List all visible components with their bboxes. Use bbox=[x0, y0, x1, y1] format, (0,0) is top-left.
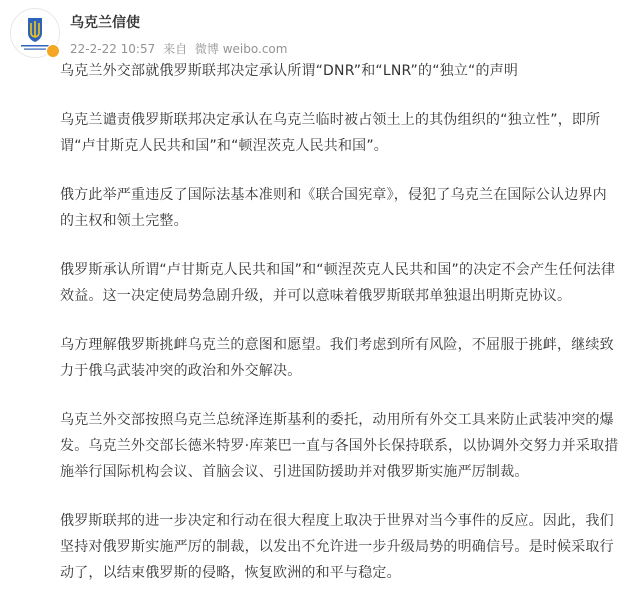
post-paragraph: 俄罗斯联邦的进一步决定和行动在很大程度上取决于世界对当今事件的反应。因此，我们坚持对俄罗斯实施严厉的制裁，以发出不允许进一步升级局势的明确信号。是时候采取行动了，以结束俄罗斯的侵略，恢复欧洲的和平与稳定。 bbox=[60, 513, 614, 581]
post-paragraph: 俄罗斯承认所谓“卢甘斯克人民共和国”和“顿涅茨克人民共和国”的决定不会产生任何法律效益。这一决定使局势急剧升级，并可以意味着俄罗斯联邦单独退出明斯克协议。 bbox=[60, 262, 616, 304]
post-meta bbox=[70, 40, 291, 57]
post-content bbox=[60, 58, 620, 609]
source-prefix: 来自 bbox=[163, 42, 188, 56]
post-timestamp[interactable]: 22-2-22 10:57 bbox=[70, 42, 156, 56]
post-title: 乌克兰外交部就俄罗斯联邦决定承认所谓“DNR”和“LNR”的“独立“的声明 bbox=[60, 63, 519, 79]
post-source[interactable]: 微博 weibo.com bbox=[194, 42, 288, 56]
verified-badge-icon bbox=[46, 44, 60, 58]
post-paragraph: 俄方此举严重违反了国际法基本准则和《联合国宪章》，侵犯了乌克兰在国际公认边界内的主权和领土完整。 bbox=[60, 187, 607, 229]
post-paragraph: 乌克兰谴责俄罗斯联邦决定承认在乌克兰临时被占领土上的其伪组织的“独立性”，即所谓“卢甘斯克人民共和国”和“顿涅茨克人民共和国”。 bbox=[60, 112, 601, 154]
post-header bbox=[10, 8, 610, 64]
user-name[interactable]: 乌克兰信使 bbox=[70, 15, 140, 31]
post-paragraph: 乌克兰外交部按照乌克兰总统泽连斯基利的委托，动用所有外交工具来防止武装冲突的爆发。乌克兰外交部长德米特罗·库莱巴一直与各国外长保持联系，以协调外交努力并采取措施举行国际机构会议、首脑会议、引进国防援助并对俄罗斯实施严厉制裁。 bbox=[60, 412, 619, 480]
post-paragraph: 乌方理解俄罗斯挑衅乌克兰的意图和愿望。我们考虑到所有风险，不屈服于挑衅，继续致力于俄乌武装冲突的政治和外交解决。 bbox=[60, 337, 614, 379]
